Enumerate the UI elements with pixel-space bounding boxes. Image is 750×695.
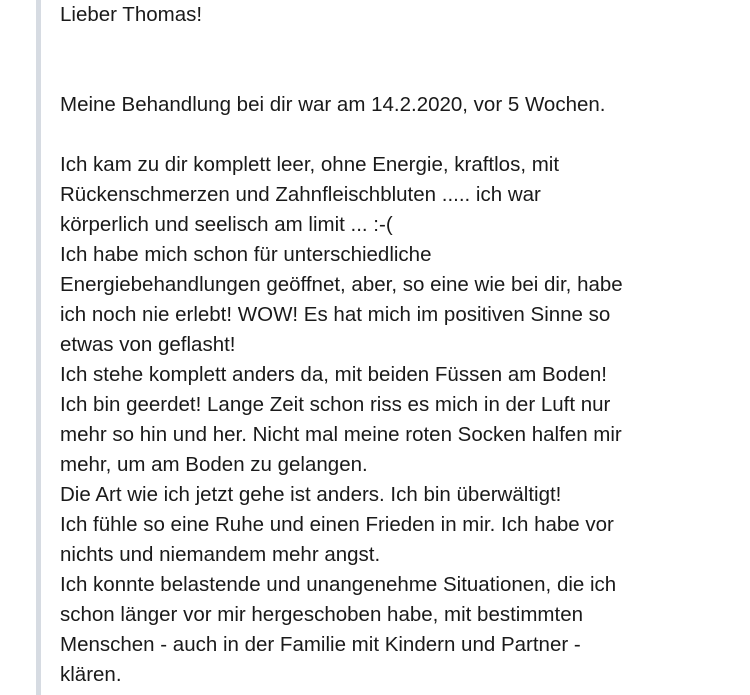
body-line: Rückenschmerzen und Zahnfleischbluten ..... ich war bbox=[60, 183, 541, 206]
body-line: Ich fühle so eine Ruhe und einen Frieden in mir. Ich habe vor bbox=[60, 513, 614, 536]
blank-line bbox=[60, 30, 740, 60]
body-line: Energiebehandlungen geöffnet, aber, so eine wie bei dir, habe bbox=[60, 273, 623, 296]
body-line: nichts und niemandem mehr angst. bbox=[60, 543, 381, 566]
body-line: klären. bbox=[60, 663, 122, 686]
body-line bbox=[60, 120, 740, 150]
body-line: mehr, um am Boden zu gelangen. bbox=[60, 453, 368, 476]
body-line: Menschen - auch in der Familie mit Kindern und Partner - bbox=[60, 633, 581, 656]
blank-line bbox=[60, 60, 740, 90]
body-line: körperlich und seelisch am limit ... :-( bbox=[60, 213, 393, 236]
body-line: Ich bin geerdet! Lange Zeit schon riss es mich in der Luft nur bbox=[60, 393, 611, 416]
body-line: mehr so hin und her. Nicht mal meine roten Socken halfen mir bbox=[60, 423, 622, 446]
body-line: Ich habe mich schon für unterschiedliche bbox=[60, 243, 432, 266]
body-line: Ich konnte belastende und unangenehme Situationen, die ich bbox=[60, 573, 617, 596]
body-line: etwas von geflasht! bbox=[60, 333, 236, 356]
greeting: Lieber Thomas! bbox=[60, 3, 203, 26]
body-line: ich noch nie erlebt! WOW! Es hat mich im positiven Sinne so bbox=[60, 303, 611, 326]
body-line: Meine Behandlung bei dir war am 14.2.2020, vor 5 Wochen. bbox=[60, 93, 606, 116]
quote-bar bbox=[36, 0, 41, 695]
body-line: schon länger vor mir hergeschoben habe, mit bestimmten bbox=[60, 603, 584, 626]
body-line: Ich kam zu dir komplett leer, ohne Energie, kraftlos, mit bbox=[60, 153, 560, 176]
email-body bbox=[60, 0, 740, 690]
body-line: Ich stehe komplett anders da, mit beiden Füssen am Boden! bbox=[60, 363, 607, 386]
body-line: Die Art wie ich jetzt gehe ist anders. Ich bin überwältigt! bbox=[60, 483, 562, 506]
